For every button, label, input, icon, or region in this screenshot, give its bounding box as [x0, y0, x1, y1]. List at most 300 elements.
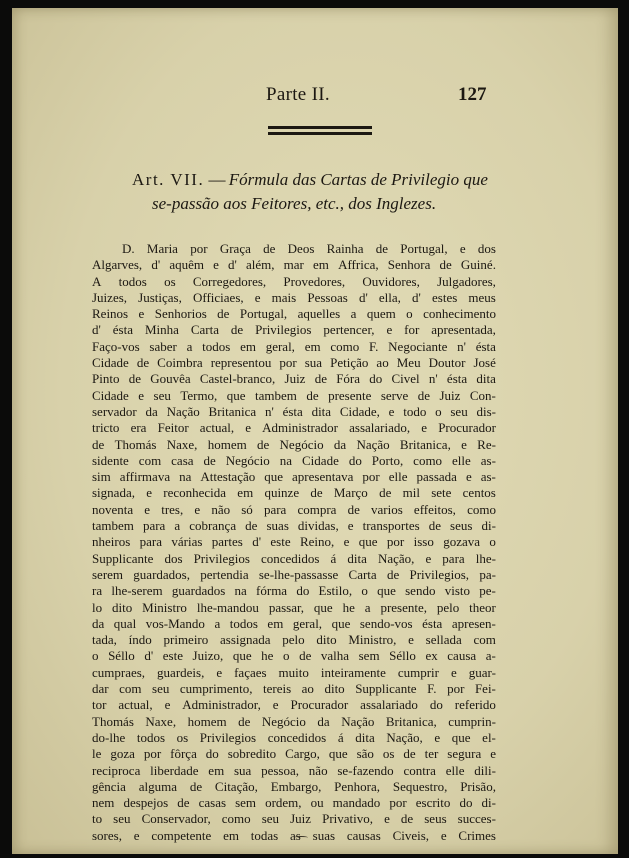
word: nheiros [92, 534, 131, 550]
text-line-words [92, 502, 496, 518]
word: Negócio [225, 452, 270, 468]
word: Britanica, [399, 436, 451, 452]
text-line [92, 616, 496, 632]
word: de [128, 371, 141, 387]
word: passar, [268, 599, 305, 615]
text-line-words [92, 420, 496, 436]
article-heading [132, 168, 512, 216]
text-line-words [92, 632, 496, 648]
word: todos [136, 729, 165, 745]
word: de [375, 241, 389, 256]
word: Re- [477, 436, 496, 452]
text-line-words [92, 567, 496, 583]
text-line [92, 355, 496, 371]
word: centos [462, 485, 496, 501]
word: de [400, 811, 414, 827]
word: Cargo, [285, 746, 320, 762]
word: actual, [199, 420, 235, 436]
word: Procurador [290, 697, 349, 713]
word: por [190, 241, 208, 256]
word: por [362, 469, 380, 485]
word: do [348, 452, 362, 468]
word: dita [355, 729, 375, 745]
word: ésta [475, 338, 496, 354]
word: seu [450, 403, 468, 419]
text-line [92, 420, 496, 436]
word: na [279, 452, 293, 468]
word: Pessoas [307, 289, 348, 305]
word: do [296, 583, 310, 599]
word: partes [211, 534, 243, 550]
text-line-words [92, 811, 496, 827]
word: sem [235, 795, 257, 811]
word: n' [457, 338, 466, 354]
word: do-lhe [92, 729, 126, 745]
word: reconhecida [163, 485, 227, 501]
word: qual [113, 615, 137, 631]
text-line-words [92, 257, 496, 273]
word: da [317, 713, 330, 729]
word: Março [333, 485, 368, 501]
text-line [92, 241, 496, 257]
word: de [379, 485, 392, 501]
word: valha [320, 648, 350, 664]
word: Fóra [336, 371, 361, 387]
text-line [92, 322, 496, 338]
word: se-fazendo [337, 762, 394, 778]
word: para [142, 518, 166, 534]
word: que [226, 387, 246, 403]
word: de [136, 355, 150, 371]
word: le [92, 746, 102, 762]
word: o [361, 583, 368, 599]
word: dita [311, 403, 332, 419]
word: Coimbra [157, 355, 203, 371]
word: Feitor [157, 420, 189, 436]
text-line-words [92, 485, 496, 501]
part-title: Parte II. [266, 84, 330, 105]
word: aquêm [169, 257, 204, 273]
word: os [382, 746, 395, 762]
word: façaes [234, 664, 267, 680]
word: assignada [220, 632, 271, 648]
word: o [406, 306, 413, 322]
text-line [92, 306, 496, 322]
word: lo [92, 599, 103, 615]
word: Civeis, [392, 827, 430, 843]
word: e [144, 501, 151, 517]
word: D. [122, 241, 135, 256]
word: de [245, 518, 258, 534]
word: com [138, 452, 162, 468]
word: lhe- [475, 550, 496, 566]
word: dito [316, 632, 337, 648]
word: Nação, [386, 729, 423, 745]
word: Thomás [92, 713, 134, 729]
word: e [254, 289, 261, 305]
word: e [388, 403, 395, 419]
text-line [92, 453, 496, 469]
word: de [256, 436, 270, 452]
word: Porto, [371, 452, 404, 468]
text-line [92, 779, 496, 795]
word: não [211, 501, 231, 517]
word: causa [447, 648, 477, 664]
text-line-words [92, 600, 496, 616]
word: o [489, 534, 496, 550]
word: todas [250, 827, 279, 843]
word: quem [366, 306, 396, 322]
word: Negócio [279, 436, 324, 452]
word: como [330, 338, 360, 354]
word: fôrça [170, 746, 197, 762]
word: cumprir [397, 664, 439, 680]
article-title-line-1: Fórmula das Cartas de Privilegio que [228, 170, 488, 189]
word: succes- [457, 811, 496, 827]
word: á [337, 729, 344, 745]
word: seu [153, 387, 171, 403]
word: o [92, 648, 99, 664]
word: casas [198, 795, 227, 811]
word: da [145, 403, 158, 419]
word: Carta [348, 566, 377, 582]
word: isso [413, 534, 434, 550]
word: a- [485, 648, 496, 664]
word: Privilegios [193, 550, 250, 566]
word: Séllo [389, 648, 416, 664]
word: e [386, 322, 393, 338]
word: e [425, 550, 432, 566]
word: os [164, 273, 176, 289]
word: Naxe, [166, 436, 198, 452]
word: Corregedores, [192, 273, 267, 289]
word: Negócio [261, 713, 306, 729]
word: na [234, 583, 247, 599]
running-head [12, 82, 618, 112]
word: gozava [443, 534, 481, 550]
word: ésta [422, 615, 443, 631]
word: o [283, 648, 290, 664]
word: pertencer, [323, 322, 375, 338]
word: e [408, 632, 414, 648]
word: por [143, 746, 162, 762]
word: apresen- [451, 615, 496, 631]
word: de [238, 713, 251, 729]
word: era [130, 420, 147, 436]
text-line-words [92, 697, 496, 713]
word: lhe-mandou [196, 599, 259, 615]
word: d' [228, 257, 237, 273]
word: compra [297, 501, 337, 517]
word: que [358, 534, 378, 550]
word: sua [304, 355, 323, 371]
word: todos [118, 273, 147, 289]
word: Ouvidores, [362, 273, 420, 289]
word: se-lhe-passasse [258, 566, 339, 582]
word: cobrança [189, 518, 237, 534]
word: vos-Mando [145, 615, 205, 631]
word: di- [481, 518, 496, 534]
word: e [138, 306, 145, 322]
word: actual, [118, 697, 153, 713]
text-line-words [92, 290, 496, 306]
word: suas [266, 518, 289, 534]
word: apresentada, [431, 322, 496, 338]
word: tereis [262, 681, 292, 697]
word: affirmava [119, 469, 171, 485]
word: de [439, 257, 452, 273]
word: que [264, 469, 284, 485]
text-line-words [92, 518, 496, 534]
text-line [92, 485, 496, 501]
text-line-words [92, 469, 496, 485]
word: assalariado, [349, 420, 411, 436]
word: el- [482, 729, 496, 745]
word: Privativo, [322, 811, 374, 827]
word: para [263, 501, 287, 517]
word: Petição [330, 355, 369, 371]
word: dita [476, 371, 496, 387]
word: Procurador [438, 420, 496, 436]
word: em [223, 827, 239, 843]
word: do [205, 746, 219, 762]
text-line-words [92, 763, 496, 779]
word: e [490, 746, 496, 762]
word: Prisão, [460, 778, 496, 794]
word: competente [151, 827, 212, 843]
word: Cidade [302, 452, 339, 468]
text-line [92, 746, 496, 762]
text-line-words [92, 453, 496, 469]
word: nem [92, 795, 115, 811]
word: de [189, 778, 203, 794]
word: ter [424, 746, 439, 762]
word: as- [480, 469, 496, 485]
word: d' [252, 534, 262, 550]
word: Thomás [114, 436, 157, 452]
word: referido [454, 697, 496, 713]
word: d' [92, 322, 101, 338]
word: casa [171, 452, 194, 468]
word: presente [328, 387, 372, 403]
word: este [270, 534, 291, 550]
text-line [92, 714, 496, 730]
word: da [92, 615, 105, 631]
word: di- [481, 795, 496, 811]
word: ao [301, 681, 314, 697]
word: passada [416, 469, 457, 485]
word: serve [380, 387, 409, 403]
word: suas [312, 827, 336, 843]
word: ex [425, 648, 438, 664]
word: todos [229, 615, 258, 631]
word: sendo [405, 583, 436, 599]
text-line [92, 665, 496, 681]
text-line [92, 681, 496, 697]
word: tambem [92, 518, 134, 534]
word: Conservador, [141, 811, 211, 827]
word: de [230, 322, 244, 338]
word: Carta [190, 322, 219, 338]
word: Juiz [284, 371, 306, 387]
word: contra [403, 762, 436, 778]
word: e [138, 387, 145, 403]
text-line [92, 518, 496, 534]
text-line-words [92, 730, 496, 746]
word: Naxe, [145, 713, 177, 729]
text-line-words [92, 534, 496, 550]
word: Castel-branco, [199, 371, 276, 387]
text-line [92, 502, 496, 518]
text-line-words [92, 648, 496, 664]
word: além, [246, 257, 275, 273]
text-line [92, 600, 496, 616]
word: Meu [396, 355, 421, 371]
word: que [451, 729, 471, 745]
word: signada, [92, 485, 135, 501]
text-line [92, 404, 496, 420]
word: as- [480, 452, 496, 468]
text-line-words [92, 306, 496, 322]
word: quinze [264, 485, 300, 501]
word: do [369, 371, 383, 387]
word: causas [346, 827, 381, 843]
word: noventa [92, 501, 134, 517]
word: todo [403, 403, 427, 419]
word: homem [187, 713, 227, 729]
word: theor [469, 599, 496, 615]
word: seus [450, 518, 473, 534]
text-line-words [92, 681, 496, 697]
word: guardeis, [157, 664, 205, 680]
word: Rainha [326, 241, 364, 256]
text-line [92, 469, 496, 485]
word: de [306, 387, 319, 403]
word: sellada [425, 632, 462, 648]
word: Senhora [387, 257, 431, 273]
word: visto [444, 583, 470, 599]
text-line [92, 388, 496, 404]
word: n' [264, 403, 274, 419]
page-number: 127 [458, 84, 487, 105]
word: dito [112, 599, 133, 615]
double-rule-divider [268, 126, 372, 135]
word: que [232, 648, 252, 664]
word: do [459, 795, 473, 811]
text-line [92, 257, 496, 273]
word: o [435, 403, 442, 419]
word: seu [152, 681, 170, 697]
word: só [241, 501, 253, 517]
word: Privilegios, [409, 566, 470, 582]
text-line-words [92, 355, 496, 371]
word: ésta [282, 403, 303, 419]
word: Cidade [92, 387, 129, 403]
word: de [310, 485, 323, 501]
word: e [146, 485, 152, 501]
word: tambem [255, 387, 297, 403]
word: concedidos [267, 729, 327, 745]
word: escrito [415, 795, 451, 811]
text-line [92, 339, 496, 355]
word: Senhorios [154, 306, 207, 322]
word: a [174, 518, 181, 534]
word: ra [92, 583, 103, 599]
word: são [356, 746, 374, 762]
word: e [347, 518, 354, 534]
word: Privilegios [199, 729, 257, 745]
word: de [263, 241, 276, 256]
word: Privilegios [255, 322, 312, 338]
word: e [194, 501, 201, 517]
word: Portugal, [239, 306, 288, 322]
word: cumprimento, [179, 681, 253, 697]
word: sete [431, 485, 452, 501]
text-line [92, 632, 496, 648]
word: á [330, 550, 337, 566]
word: Ministro, [348, 632, 397, 648]
word: as [290, 827, 301, 843]
word: Nação [166, 403, 200, 419]
word: seus [424, 811, 447, 827]
word: dita [347, 550, 367, 566]
word: Officiaes, [192, 289, 244, 305]
word: Termo, [180, 387, 218, 403]
word: goza [110, 746, 135, 762]
word: Nação [341, 713, 375, 729]
word: Sequestro, [392, 778, 448, 794]
text-line-words [92, 322, 496, 338]
word: tada, [92, 632, 117, 648]
text-line-words [92, 746, 496, 762]
word: a [186, 338, 193, 354]
word: Gouvêa [150, 371, 191, 387]
word: Reino, [299, 534, 335, 550]
word: em [267, 615, 284, 631]
word: d' [151, 257, 161, 273]
word: de [177, 795, 190, 811]
word: Administrador, [182, 697, 261, 713]
word: e [213, 257, 219, 273]
word: d' [144, 648, 154, 664]
word: meus [468, 289, 496, 305]
word: Nação [356, 436, 390, 452]
word: e [216, 664, 223, 680]
word: por [389, 795, 407, 811]
word: Administrador [262, 420, 338, 436]
word: e [164, 697, 171, 713]
word: em [208, 762, 225, 778]
word: alguma [138, 778, 177, 794]
word: liberdade [150, 762, 199, 778]
word: como [221, 811, 251, 827]
word: Attestação [200, 469, 256, 485]
word: A [92, 273, 102, 289]
word: em [313, 257, 329, 273]
word: com [119, 681, 142, 697]
word: geral, [292, 615, 323, 631]
word: que [328, 746, 348, 762]
article-dash: — [208, 170, 225, 189]
word: e [440, 827, 447, 843]
word: to [92, 811, 103, 827]
word: ésta [112, 322, 133, 338]
word: aquelles [297, 306, 341, 322]
word: elle [452, 452, 471, 468]
word: Guiné. [460, 257, 496, 273]
word: Faço-vos [92, 338, 140, 354]
word: tres, [161, 501, 184, 517]
